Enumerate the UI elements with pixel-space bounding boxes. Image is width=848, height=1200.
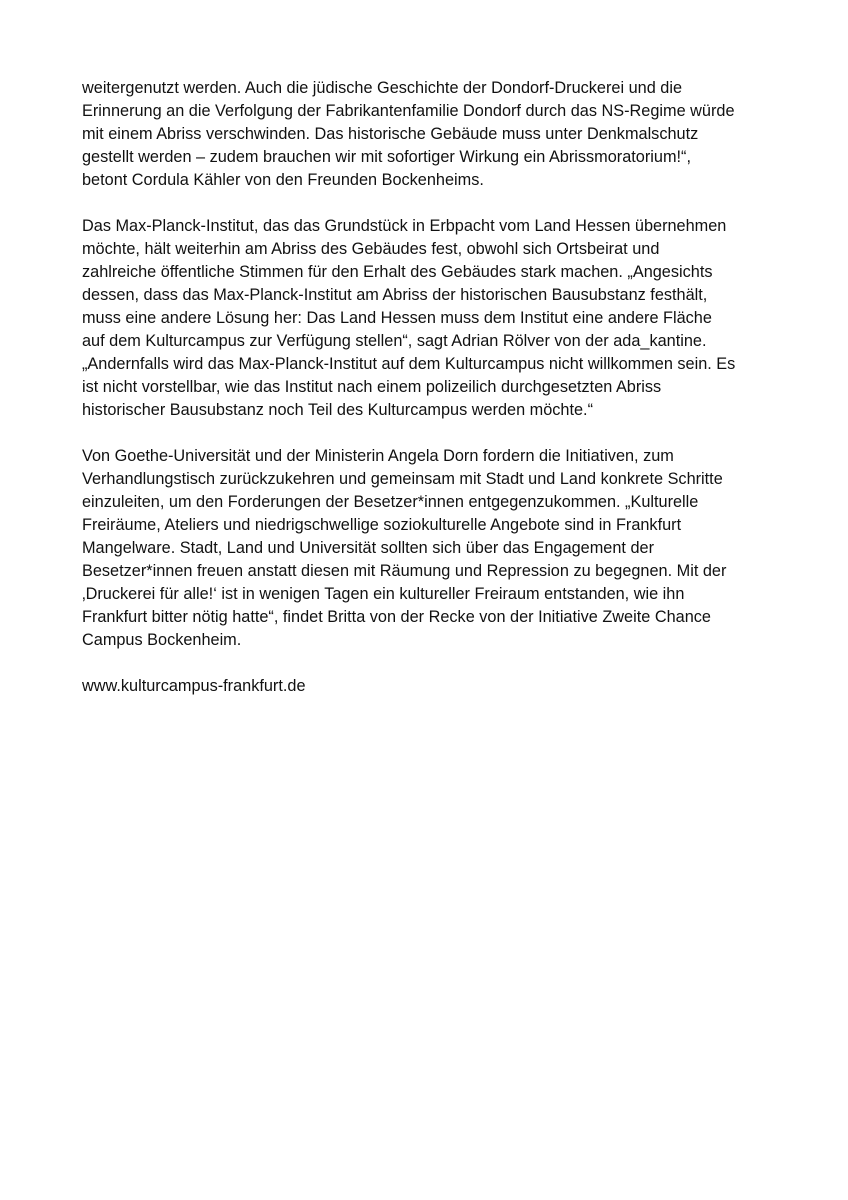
text-line: gestellt werden – zudem brauchen wir mit sofortiger Wirkung ein Abrissmoratorium!“, xyxy=(82,148,691,166)
text-line: Campus Bockenheim. xyxy=(82,631,242,649)
text-line: Besetzer*innen freuen anstatt diesen mit Räumung und Repression zu begegnen. Mit der xyxy=(82,562,727,580)
text-line: betont Cordula Kähler von den Freunden Bockenheims. xyxy=(82,171,484,189)
text-line: zahlreiche öffentliche Stimmen für den Erhalt des Gebäudes stark machen. „Angesichts xyxy=(82,263,713,281)
text-line: Frankfurt bitter nötig hatte“, findet Britta von der Recke von der Initiative Zweite Chance xyxy=(82,608,711,626)
website-link[interactable]: www.kulturcampus-frankfurt.de xyxy=(82,677,306,695)
paragraph-2 xyxy=(82,215,772,422)
text-line: weitergenutzt werden. Auch die jüdische Geschichte der Dondorf-Druckerei und die xyxy=(82,79,683,97)
text-line: mit einem Abriss verschwinden. Das historische Gebäude muss unter Denkmalschutz xyxy=(82,125,699,143)
text-line: Verhandlungstisch zurückzukehren und gemeinsam mit Stadt und Land konkrete Schritte xyxy=(82,470,723,488)
text-line: dessen, dass das Max-Planck-Institut am Abriss der historischen Bausubstanz festhält, xyxy=(82,286,708,304)
text-line: Freiräume, Ateliers und niedrigschwellige soziokulturelle Angebote sind in Frankfurt xyxy=(82,516,682,534)
text-line: einzuleiten, um den Forderungen der Besetzer*innen entgegenzukommen. „Kulturelle xyxy=(82,493,699,511)
text-line: Das Max-Planck-Institut, das das Grundstück in Erbpacht vom Land Hessen übernehmen xyxy=(82,217,727,235)
text-line: Erinnerung an die Verfolgung der Fabrikantenfamilie Dondorf durch das NS-Regime würde xyxy=(82,102,735,120)
paragraph-1 xyxy=(82,77,772,192)
text-line: „Andernfalls wird das Max-Planck-Institut auf dem Kulturcampus nicht willkommen sein. Es xyxy=(82,355,736,373)
text-line: ist nicht vorstellbar, wie das Institut nach einem polizeilich durchgesetzten Abriss xyxy=(82,378,662,396)
text-line: Mangelware. Stadt, Land und Universität sollten sich über das Engagement der xyxy=(82,539,654,557)
text-line: muss eine andere Lösung her: Das Land Hessen muss dem Institut eine andere Fläche xyxy=(82,309,712,327)
text-line: möchte, hält weiterhin am Abriss des Gebäudes fest, obwohl sich Ortsbeirat und xyxy=(82,240,660,258)
document-body xyxy=(82,77,772,698)
text-line: ‚Druckerei für alle!‘ ist in wenigen Tagen ein kultureller Freiraum entstanden, wie ihn xyxy=(82,585,685,603)
text-line: historischer Bausubstanz noch Teil des Kulturcampus werden möchte.“ xyxy=(82,401,594,419)
paragraph-3 xyxy=(82,445,772,652)
text-line: auf dem Kulturcampus zur Verfügung stellen“, sagt Adrian Rölver von der ada_kantine. xyxy=(82,332,707,350)
text-line: Von Goethe-Universität und der Ministerin Angela Dorn fordern die Initiativen, zum xyxy=(82,447,674,465)
